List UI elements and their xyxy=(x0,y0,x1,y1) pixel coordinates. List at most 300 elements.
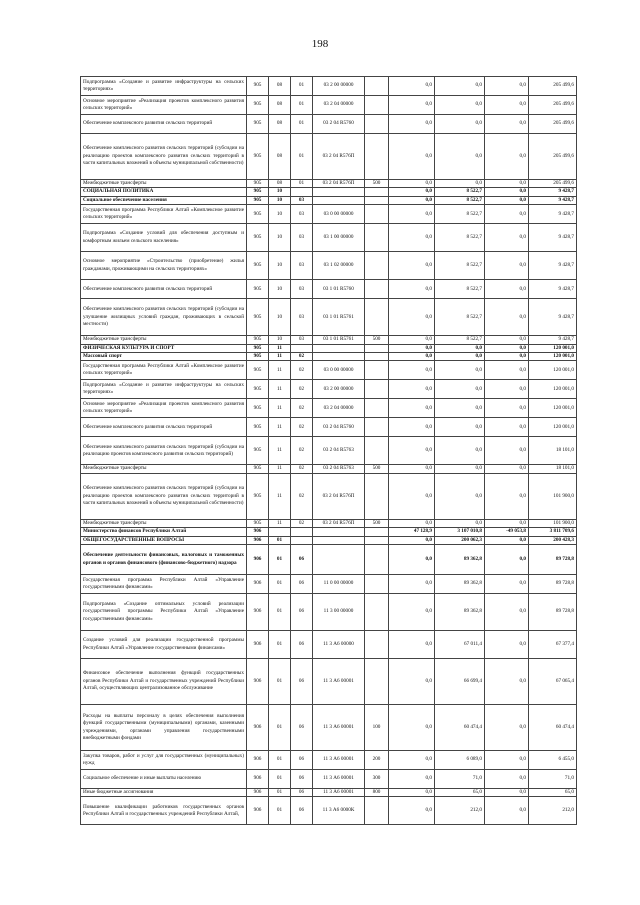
value-4-cell: 60 474,4 xyxy=(529,705,577,751)
expense-type-cell xyxy=(365,545,389,575)
value-4-cell: 9 428,7 xyxy=(529,196,577,204)
subsection-code-cell xyxy=(291,528,313,536)
section-code-cell: 10 xyxy=(269,188,291,196)
value-4-cell: 205 499,6 xyxy=(529,180,577,188)
ministry-code-cell: 905 xyxy=(247,299,269,336)
value-3-cell: 0,0 xyxy=(485,336,529,344)
value-1-cell: 0,0 xyxy=(389,336,435,344)
table-row xyxy=(81,473,577,519)
ministry-code-cell: 905 xyxy=(247,224,269,252)
ministry-code-cell: 906 xyxy=(247,789,269,797)
target-article-cell xyxy=(313,344,365,352)
ministry-code-cell: 905 xyxy=(247,188,269,196)
expense-type-cell xyxy=(365,252,389,280)
expense-type-cell xyxy=(365,797,389,825)
table-row xyxy=(81,96,577,115)
expense-type-cell xyxy=(365,528,389,536)
section-code-cell: 01 xyxy=(269,797,291,825)
row-name-cell: Межбюджетные трансферты xyxy=(81,336,247,344)
table-row xyxy=(81,224,577,252)
value-3-cell: 0,0 xyxy=(485,353,529,361)
row-name-cell: Государственная программа Республики Алтай «Комплексное развитие сельских территорий» xyxy=(81,205,247,224)
value-4-cell: 9 428,7 xyxy=(529,299,577,336)
subsection-code-cell: 03 xyxy=(291,252,313,280)
row-name-cell: Обеспечение комплексного развития сельских территорий xyxy=(81,115,247,134)
target-article-cell xyxy=(313,545,365,575)
expense-type-cell xyxy=(365,594,389,631)
row-name-cell: Обеспечение комплексного развития сельских территорий (субсидии на улучшение жилищных условий граждан, проживающих в сельской местности) xyxy=(81,299,247,336)
table-row xyxy=(81,399,577,418)
value-2-cell: 0,0 xyxy=(435,96,485,115)
expense-type-cell xyxy=(365,134,389,180)
ministry-code-cell: 906 xyxy=(247,631,269,659)
ministry-code-cell: 905 xyxy=(247,344,269,352)
value-2-cell: 6 089,0 xyxy=(435,751,485,770)
section-code-cell: 11 xyxy=(269,361,291,380)
ministry-code-cell: 906 xyxy=(247,705,269,751)
target-article-cell: 03 2 04 R5763 xyxy=(313,437,365,465)
value-2-cell: 8 522,7 xyxy=(435,336,485,344)
subsection-code-cell: 03 xyxy=(291,336,313,344)
subsection-code-cell: 06 xyxy=(291,797,313,825)
value-4-cell: 18 101,0 xyxy=(529,437,577,465)
subsection-code-cell: 02 xyxy=(291,399,313,418)
value-3-cell: 0,0 xyxy=(485,77,529,96)
value-1-cell: 0,0 xyxy=(389,205,435,224)
section-code-cell: 11 xyxy=(269,465,291,473)
value-2-cell: 0,0 xyxy=(435,519,485,527)
table-row xyxy=(81,631,577,659)
table-row xyxy=(81,134,577,180)
subsection-code-cell: 06 xyxy=(291,631,313,659)
value-4-cell: 9 428,7 xyxy=(529,336,577,344)
value-1-cell: 0,0 xyxy=(389,196,435,204)
value-4-cell: 205 499,6 xyxy=(529,115,577,134)
target-article-cell: 03 2 04 R5760 xyxy=(313,115,365,134)
expense-type-cell: 500 xyxy=(365,336,389,344)
subsection-code-cell: 03 xyxy=(291,280,313,299)
table-row xyxy=(81,353,577,361)
row-name-cell: Закупка товаров, работ и услуг для государственных (муниципальных) нужд xyxy=(81,751,247,770)
target-article-cell: 11 3 А6 00001 xyxy=(313,705,365,751)
row-name-cell: ФИЗИЧЕСКАЯ КУЛЬТУРА И СПОРТ xyxy=(81,344,247,352)
value-3-cell: 0,0 xyxy=(485,344,529,352)
value-4-cell: 71,0 xyxy=(529,770,577,789)
subsection-code-cell xyxy=(291,188,313,196)
section-code-cell: 11 xyxy=(269,473,291,519)
subsection-code-cell: 06 xyxy=(291,770,313,789)
value-3-cell: 0,0 xyxy=(485,789,529,797)
value-1-cell: 0,0 xyxy=(389,115,435,134)
value-3-cell: 0,0 xyxy=(485,473,529,519)
value-2-cell: 66 699,4 xyxy=(435,659,485,705)
value-2-cell: 89 362,8 xyxy=(435,545,485,575)
section-code-cell: 11 xyxy=(269,418,291,437)
value-1-cell: 0,0 xyxy=(389,705,435,751)
row-name-cell: Основное мероприятие «Реализация проектов комплексного развития сельских территорий» xyxy=(81,399,247,418)
subsection-code-cell: 03 xyxy=(291,196,313,204)
value-4-cell: 67 377,4 xyxy=(529,631,577,659)
ministry-code-cell: 905 xyxy=(247,519,269,527)
row-name-cell: Обеспечение комплексного развития сельских территорий (субсидии на реализацию проектов комплексного развития сельских территорий в части капитальных вложений в объекты муниципальной собственности) xyxy=(81,473,247,519)
target-article-cell: 03 2 04 00000 xyxy=(313,399,365,418)
table-row xyxy=(81,575,577,594)
section-code-cell: 08 xyxy=(269,115,291,134)
expense-type-cell xyxy=(365,280,389,299)
value-1-cell: 0,0 xyxy=(389,361,435,380)
value-2-cell: 0,0 xyxy=(435,344,485,352)
value-2-cell: 8 522,7 xyxy=(435,280,485,299)
expense-type-cell xyxy=(365,77,389,96)
value-4-cell: 9 428,7 xyxy=(529,205,577,224)
ministry-code-cell: 906 xyxy=(247,594,269,631)
row-name-cell: СОЦИАЛЬНАЯ ПОЛИТИКА xyxy=(81,188,247,196)
value-4-cell: 205 499,6 xyxy=(529,77,577,96)
value-4-cell: 89 728,8 xyxy=(529,575,577,594)
table-row xyxy=(81,594,577,631)
target-article-cell: 11 3 А6 00001 xyxy=(313,770,365,789)
value-3-cell: 0,0 xyxy=(485,299,529,336)
row-name-cell: Иные бюджетные ассигнования xyxy=(81,789,247,797)
table-row xyxy=(81,797,577,825)
subsection-code-cell: 06 xyxy=(291,545,313,575)
ministry-code-cell: 905 xyxy=(247,196,269,204)
value-3-cell: -49 053,8 xyxy=(485,528,529,536)
subsection-code-cell: 01 xyxy=(291,77,313,96)
value-1-cell: 47 128,9 xyxy=(389,528,435,536)
value-4-cell: 9 428,7 xyxy=(529,224,577,252)
section-code-cell: 08 xyxy=(269,180,291,188)
ministry-code-cell: 905 xyxy=(247,380,269,399)
value-1-cell: 0,0 xyxy=(389,751,435,770)
section-code-cell: 01 xyxy=(269,751,291,770)
value-1-cell: 0,0 xyxy=(389,473,435,519)
expense-type-cell xyxy=(365,344,389,352)
section-code-cell: 01 xyxy=(269,594,291,631)
row-name-cell: Обеспечение комплексного развития сельских территорий xyxy=(81,418,247,437)
value-2-cell: 8 522,7 xyxy=(435,205,485,224)
value-4-cell: 18 101,0 xyxy=(529,465,577,473)
value-1-cell: 0,0 xyxy=(389,770,435,789)
subsection-code-cell xyxy=(291,344,313,352)
value-2-cell: 0,0 xyxy=(435,418,485,437)
section-code-cell: 08 xyxy=(269,134,291,180)
section-code-cell: 10 xyxy=(269,252,291,280)
section-code-cell: 11 xyxy=(269,344,291,352)
value-4-cell: 120 001,0 xyxy=(529,418,577,437)
value-2-cell: 0,0 xyxy=(435,353,485,361)
table-row xyxy=(81,196,577,204)
value-2-cell: 89 362,8 xyxy=(435,575,485,594)
value-2-cell: 212,0 xyxy=(435,797,485,825)
value-3-cell: 0,0 xyxy=(485,536,529,544)
expense-type-cell xyxy=(365,631,389,659)
expense-type-cell: 300 xyxy=(365,770,389,789)
value-1-cell: 0,0 xyxy=(389,252,435,280)
target-article-cell: 11 3 А6 00001 xyxy=(313,789,365,797)
target-article-cell xyxy=(313,188,365,196)
section-code-cell: 01 xyxy=(269,536,291,544)
value-2-cell: 0,0 xyxy=(435,134,485,180)
value-4-cell: 101 900,0 xyxy=(529,519,577,527)
ministry-code-cell: 906 xyxy=(247,545,269,575)
target-article-cell: 03 0 00 00000 xyxy=(313,361,365,380)
table-row xyxy=(81,252,577,280)
row-name-cell: Создание условий для реализации государственной программы Республики Алтай «Управление государственными финансами» xyxy=(81,631,247,659)
target-article-cell: 03 2 00 00000 xyxy=(313,77,365,96)
value-4-cell: 67 065,4 xyxy=(529,659,577,705)
row-name-cell: Обеспечение деятельности финансовых, налоговых и таможенных органов и органов финансового (финансово-бюджетного) надзора xyxy=(81,545,247,575)
section-code-cell: 01 xyxy=(269,545,291,575)
value-2-cell: 8 522,7 xyxy=(435,252,485,280)
value-3-cell: 0,0 xyxy=(485,115,529,134)
section-code-cell: 01 xyxy=(269,705,291,751)
value-1-cell: 0,0 xyxy=(389,519,435,527)
target-article-cell xyxy=(313,353,365,361)
value-1-cell: 0,0 xyxy=(389,575,435,594)
value-3-cell: 0,0 xyxy=(485,751,529,770)
subsection-code-cell: 02 xyxy=(291,437,313,465)
value-4-cell: 65,0 xyxy=(529,789,577,797)
subsection-code-cell: 06 xyxy=(291,705,313,751)
expense-type-cell: 500 xyxy=(365,180,389,188)
value-3-cell: 0,0 xyxy=(485,797,529,825)
ministry-code-cell: 906 xyxy=(247,797,269,825)
value-1-cell: 0,0 xyxy=(389,536,435,544)
value-3-cell: 0,0 xyxy=(485,96,529,115)
value-3-cell: 0,0 xyxy=(485,519,529,527)
row-name-cell: Государственная программа Республики Алтай «Управление государственными финансами» xyxy=(81,575,247,594)
value-3-cell: 0,0 xyxy=(485,134,529,180)
value-4-cell: 205 499,6 xyxy=(529,134,577,180)
expense-type-cell xyxy=(365,575,389,594)
value-2-cell: 0,0 xyxy=(435,77,485,96)
ministry-code-cell: 905 xyxy=(247,252,269,280)
row-name-cell: Министерство финансов Республики Алтай xyxy=(81,528,247,536)
value-1-cell: 0,0 xyxy=(389,180,435,188)
ministry-code-cell: 905 xyxy=(247,336,269,344)
value-1-cell: 0,0 xyxy=(389,594,435,631)
value-3-cell: 0,0 xyxy=(485,380,529,399)
value-3-cell: 0,0 xyxy=(485,770,529,789)
row-name-cell: Основное мероприятие «Строительство (приобретение) жилья гражданами, проживающими на сельских территориях» xyxy=(81,252,247,280)
value-2-cell: 0,0 xyxy=(435,437,485,465)
row-name-cell: Межбюджетные трансферты xyxy=(81,519,247,527)
value-1-cell: 0,0 xyxy=(389,418,435,437)
subsection-code-cell: 02 xyxy=(291,465,313,473)
target-article-cell: 11 3 А6 0000К xyxy=(313,797,365,825)
subsection-code-cell: 03 xyxy=(291,205,313,224)
value-4-cell: 200 428,3 xyxy=(529,536,577,544)
value-1-cell: 0,0 xyxy=(389,224,435,252)
expense-type-cell xyxy=(365,115,389,134)
value-2-cell: 71,0 xyxy=(435,770,485,789)
expense-type-cell: 800 xyxy=(365,789,389,797)
value-3-cell: 0,0 xyxy=(485,180,529,188)
table-row xyxy=(81,751,577,770)
expense-type-cell: 100 xyxy=(365,705,389,751)
subsection-code-cell: 02 xyxy=(291,353,313,361)
value-4-cell: 9 428,7 xyxy=(529,188,577,196)
row-name-cell: Межбюджетные трансферты xyxy=(81,465,247,473)
expense-type-cell xyxy=(365,299,389,336)
value-1-cell: 0,0 xyxy=(389,380,435,399)
subsection-code-cell: 01 xyxy=(291,134,313,180)
ministry-code-cell: 905 xyxy=(247,437,269,465)
section-code-cell: 10 xyxy=(269,280,291,299)
section-code-cell: 01 xyxy=(269,575,291,594)
row-name-cell: Социальное обеспечение населения xyxy=(81,196,247,204)
target-article-cell: 03 2 04 R576П xyxy=(313,134,365,180)
expense-type-cell: 500 xyxy=(365,465,389,473)
table-row xyxy=(81,299,577,336)
subsection-code-cell: 06 xyxy=(291,659,313,705)
table-row xyxy=(81,380,577,399)
expense-type-cell xyxy=(365,536,389,544)
subsection-code-cell: 02 xyxy=(291,519,313,527)
row-name-cell: Обеспечение комплексного развития сельских территорий xyxy=(81,280,247,299)
expense-type-cell xyxy=(365,473,389,519)
target-article-cell: 03 2 04 R5760 xyxy=(313,418,365,437)
expense-type-cell xyxy=(365,196,389,204)
expense-type-cell xyxy=(365,380,389,399)
section-code-cell: 11 xyxy=(269,380,291,399)
subsection-code-cell: 02 xyxy=(291,473,313,519)
value-1-cell: 0,0 xyxy=(389,465,435,473)
target-article-cell: 11 3 А6 00000 xyxy=(313,631,365,659)
value-1-cell: 0,0 xyxy=(389,789,435,797)
expense-type-cell xyxy=(365,96,389,115)
row-name-cell: Подпрограмма «Создание и развитие инфраструктуры на сельских территориях» xyxy=(81,380,247,399)
row-name-cell: Подпрограмма «Создание условий для обеспечения доступным и комфортным жильем сельского населения» xyxy=(81,224,247,252)
section-code-cell: 11 xyxy=(269,399,291,418)
target-article-cell: 03 1 02 00000 xyxy=(313,252,365,280)
ministry-code-cell: 905 xyxy=(247,77,269,96)
ministry-code-cell: 906 xyxy=(247,659,269,705)
budget-table xyxy=(80,76,577,825)
subsection-code-cell xyxy=(291,536,313,544)
section-code-cell: 10 xyxy=(269,196,291,204)
target-article-cell: 03 1 01 R5761 xyxy=(313,336,365,344)
table-body xyxy=(81,77,577,825)
value-4-cell: 120 001,0 xyxy=(529,344,577,352)
target-article-cell: 03 2 04 00000 xyxy=(313,96,365,115)
page-number: 198 xyxy=(311,38,329,50)
value-3-cell: 0,0 xyxy=(485,224,529,252)
section-code-cell: 11 xyxy=(269,353,291,361)
value-3-cell: 0,0 xyxy=(485,659,529,705)
value-2-cell: 60 474,4 xyxy=(435,705,485,751)
value-3-cell: 0,0 xyxy=(485,252,529,280)
value-2-cell: 8 522,7 xyxy=(435,224,485,252)
value-1-cell: 0,0 xyxy=(389,77,435,96)
value-2-cell: 3 107 010,8 xyxy=(435,528,485,536)
value-1-cell: 0,0 xyxy=(389,96,435,115)
target-article-cell xyxy=(313,528,365,536)
ministry-code-cell: 905 xyxy=(247,205,269,224)
table-row xyxy=(81,77,577,96)
row-name-cell: Обеспечение комплексного развития сельских территорий (субсидии на реализацию проектов комплексного развития сельских территорий) xyxy=(81,437,247,465)
expense-type-cell: 500 xyxy=(365,519,389,527)
table-row xyxy=(81,336,577,344)
ministry-code-cell: 905 xyxy=(247,465,269,473)
section-code-cell: 01 xyxy=(269,659,291,705)
section-code-cell: 01 xyxy=(269,631,291,659)
section-code-cell: 10 xyxy=(269,205,291,224)
table-row xyxy=(81,545,577,575)
value-3-cell: 0,0 xyxy=(485,196,529,204)
table-row xyxy=(81,519,577,527)
section-code-cell xyxy=(269,528,291,536)
subsection-code-cell: 03 xyxy=(291,299,313,336)
target-article-cell: 03 0 00 00000 xyxy=(313,205,365,224)
section-code-cell: 01 xyxy=(269,770,291,789)
value-3-cell: 0,0 xyxy=(485,418,529,437)
ministry-code-cell: 906 xyxy=(247,528,269,536)
value-2-cell: 0,0 xyxy=(435,399,485,418)
value-1-cell: 0,0 xyxy=(389,353,435,361)
value-2-cell: 0,0 xyxy=(435,180,485,188)
value-3-cell: 0,0 xyxy=(485,437,529,465)
section-code-cell: 10 xyxy=(269,336,291,344)
table-row xyxy=(81,205,577,224)
value-1-cell: 0,0 xyxy=(389,545,435,575)
row-name-cell: Массовый спорт xyxy=(81,353,247,361)
ministry-code-cell: 905 xyxy=(247,361,269,380)
value-4-cell: 120 001,0 xyxy=(529,399,577,418)
section-code-cell: 10 xyxy=(269,299,291,336)
row-name-cell: Основное мероприятие «Реализация проектов комплексного развития сельских территорий» xyxy=(81,96,247,115)
target-article-cell: 03 2 04 R576П xyxy=(313,473,365,519)
table-row xyxy=(81,789,577,797)
table-row xyxy=(81,528,577,536)
value-4-cell: 6 455,0 xyxy=(529,751,577,770)
subsection-code-cell: 06 xyxy=(291,751,313,770)
value-1-cell: 0,0 xyxy=(389,188,435,196)
section-code-cell: 11 xyxy=(269,437,291,465)
target-article-cell: 03 2 04 R576П xyxy=(313,519,365,527)
value-2-cell: 0,0 xyxy=(435,361,485,380)
row-name-cell: Подпрограмма «Создание и развитие инфраструктуры на сельских территориях» xyxy=(81,77,247,96)
table-row xyxy=(81,188,577,196)
ministry-code-cell: 905 xyxy=(247,115,269,134)
ministry-code-cell: 906 xyxy=(247,575,269,594)
ministry-code-cell: 905 xyxy=(247,280,269,299)
expense-type-cell xyxy=(365,361,389,380)
section-code-cell: 01 xyxy=(269,789,291,797)
subsection-code-cell: 01 xyxy=(291,115,313,134)
row-name-cell: Социальное обеспечение и иные выплаты населению xyxy=(81,770,247,789)
value-2-cell: 8 522,7 xyxy=(435,196,485,204)
value-4-cell: 120 001,0 xyxy=(529,361,577,380)
section-code-cell: 10 xyxy=(269,224,291,252)
value-2-cell: 0,0 xyxy=(435,115,485,134)
value-4-cell: 9 428,7 xyxy=(529,280,577,299)
value-1-cell: 0,0 xyxy=(389,797,435,825)
expense-type-cell xyxy=(365,224,389,252)
subsection-code-cell: 03 xyxy=(291,224,313,252)
expense-type-cell: 200 xyxy=(365,751,389,770)
value-1-cell: 0,0 xyxy=(389,437,435,465)
expense-type-cell xyxy=(365,353,389,361)
ministry-code-cell: 906 xyxy=(247,770,269,789)
table-row xyxy=(81,361,577,380)
ministry-code-cell: 906 xyxy=(247,536,269,544)
ministry-code-cell: 905 xyxy=(247,180,269,188)
value-4-cell: 120 001,0 xyxy=(529,353,577,361)
target-article-cell: 03 1 01 R5760 xyxy=(313,280,365,299)
subsection-code-cell: 06 xyxy=(291,594,313,631)
